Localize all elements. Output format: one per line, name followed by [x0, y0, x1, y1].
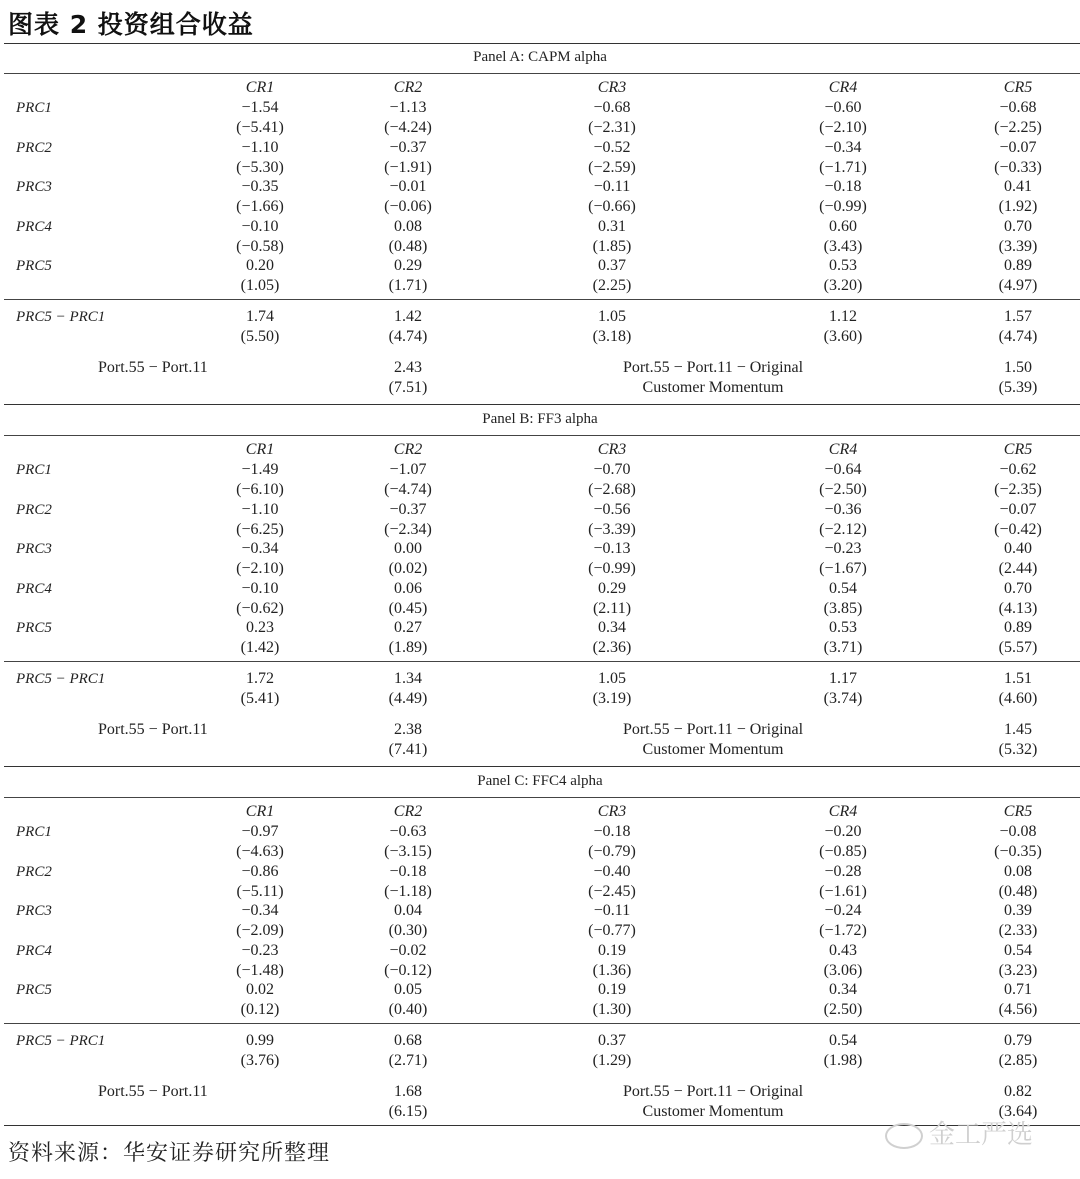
coefficient-cell: 0.40	[1004, 540, 1032, 557]
coefficient-cell: −0.97	[241, 823, 279, 840]
coefficient-cell: 0.41	[1004, 178, 1032, 195]
port-original-label-line2: Customer Momentum	[642, 741, 784, 758]
t-stat-cell: (3.23)	[998, 961, 1038, 979]
t-stat-cell: (1.89)	[388, 639, 428, 656]
diff-row-label: PRC5 − PRC1	[16, 309, 106, 325]
port-original-t-stat: (5.39)	[998, 379, 1038, 396]
coefficient-cell: 0.54	[829, 579, 857, 597]
coefficient-cell: −0.68	[999, 99, 1037, 116]
t-stat-cell: (4.56)	[998, 1001, 1038, 1018]
coefficient-cell: 0.31	[598, 217, 626, 235]
t-stat-cell: (−6.10)	[236, 481, 284, 498]
port-original-value: 1.50	[1004, 359, 1032, 376]
column-header: CR3	[597, 441, 627, 458]
port-value: 2.38	[394, 721, 422, 738]
t-stat-cell: (−2.68)	[588, 481, 636, 498]
diff-coefficient-cell: 0.99	[246, 1032, 274, 1049]
watermark-text: 金工严选	[929, 1120, 1034, 1150]
port-label: Port.55 − Port.11	[98, 1083, 208, 1100]
column-header: CR3	[597, 803, 627, 820]
coefficient-cell: −0.34	[241, 902, 279, 919]
panel-title: Panel A: CAPM alpha	[473, 49, 607, 65]
diff-t-stat-cell: (3.18)	[592, 328, 632, 345]
diff-t-stat-cell: (3.60)	[823, 328, 863, 345]
t-stat-cell: (0.30)	[388, 922, 428, 939]
t-stat-cell: (−4.63)	[236, 843, 284, 860]
diff-t-stat-cell: (5.50)	[240, 328, 280, 345]
diff-row-label: PRC5 − PRC1	[16, 671, 106, 687]
column-header: CR1	[245, 79, 275, 96]
panel-title: Panel B: FF3 alpha	[482, 411, 598, 427]
t-stat-cell: (−2.59)	[588, 158, 636, 176]
panel-bottom-rule	[4, 766, 1080, 767]
row-label: PRC5	[16, 620, 52, 636]
coefficient-cell: −0.11	[593, 178, 631, 195]
t-stat-cell: (−1.72)	[819, 922, 867, 939]
port-original-t-stat: (5.32)	[998, 741, 1038, 758]
t-stat-cell: (−0.77)	[588, 922, 636, 939]
t-stat-cell: (4.97)	[998, 277, 1038, 294]
t-stat-cell: (1.71)	[388, 277, 428, 294]
t-stat-cell: (−0.99)	[588, 560, 636, 577]
panel-bottom-rule	[4, 404, 1080, 405]
diff-t-stat-cell: (5.41)	[240, 690, 280, 707]
coefficient-cell: −0.70	[593, 461, 631, 478]
port-original-label: Port.55 − Port.11 − Original	[622, 1083, 804, 1100]
coefficient-cell: 0.39	[1004, 902, 1032, 919]
t-stat-cell: (−2.10)	[236, 560, 284, 577]
coefficient-cell: 0.89	[1004, 257, 1032, 274]
t-stat-cell: (1.05)	[240, 277, 280, 294]
t-stat-cell: (3.43)	[823, 237, 863, 255]
coefficient-cell: 0.23	[246, 619, 274, 636]
diff-row-label: PRC5 − PRC1	[16, 1033, 106, 1049]
coefficient-cell: 0.53	[829, 257, 857, 274]
coefficient-cell: −0.68	[593, 99, 631, 116]
coefficient-cell: −0.52	[593, 138, 631, 156]
port-original-label-line2: Customer Momentum	[642, 379, 784, 396]
coefficient-cell: −0.13	[593, 540, 631, 557]
coefficient-cell: 0.06	[394, 579, 422, 597]
coefficient-cell: 0.29	[394, 257, 422, 274]
coefficient-cell: −0.18	[593, 823, 631, 840]
t-stat-cell: (−1.18)	[384, 882, 432, 900]
t-stat-cell: (−0.66)	[588, 198, 636, 215]
t-stat-cell: (2.44)	[998, 560, 1038, 577]
t-stat-cell: (−1.61)	[819, 882, 867, 900]
t-stat-cell: (5.57)	[998, 639, 1038, 656]
t-stat-cell: (−0.99)	[819, 198, 867, 215]
port-t-stat: (7.41)	[388, 741, 428, 758]
coefficient-cell: 0.70	[1004, 579, 1032, 597]
diff-t-stat-cell: (1.29)	[592, 1052, 632, 1069]
t-stat-cell: (−6.25)	[236, 520, 284, 538]
t-stat-cell: (−4.74)	[384, 481, 432, 498]
t-stat-cell: (−2.09)	[236, 922, 284, 939]
t-stat-cell: (−0.33)	[994, 158, 1042, 176]
t-stat-cell: (−2.12)	[819, 520, 867, 538]
t-stat-cell: (3.85)	[823, 599, 863, 617]
diff-coefficient-cell: 0.37	[598, 1032, 626, 1049]
diff-t-stat-cell: (4.74)	[998, 328, 1038, 345]
t-stat-cell: (2.11)	[592, 599, 632, 617]
coefficient-cell: 0.34	[598, 619, 626, 636]
column-header: CR4	[828, 441, 858, 458]
diff-coefficient-cell: 1.72	[246, 670, 274, 687]
coefficient-cell: 0.00	[394, 540, 422, 557]
coefficient-cell: −0.01	[389, 178, 427, 195]
coefficient-cell: −0.86	[241, 862, 279, 880]
coefficient-cell: −0.07	[999, 138, 1037, 156]
diff-coefficient-cell: 1.34	[394, 670, 422, 687]
port-label: Port.55 − Port.11	[98, 721, 208, 738]
t-stat-cell: (−1.48)	[236, 961, 284, 979]
t-stat-cell: (1.42)	[240, 639, 280, 656]
column-header: CR1	[245, 803, 275, 820]
coefficient-cell: −1.10	[241, 138, 279, 156]
diff-t-stat-cell: (4.49)	[388, 690, 428, 707]
coefficient-cell: −0.28	[824, 862, 862, 880]
coefficient-cell: −0.18	[389, 862, 427, 880]
coefficient-cell: −0.37	[389, 138, 427, 156]
diff-coefficient-cell: 0.54	[829, 1032, 857, 1049]
diff-coefficient-cell: 0.68	[394, 1032, 422, 1049]
coefficient-cell: −0.34	[824, 138, 862, 156]
t-stat-cell: (−0.79)	[588, 843, 636, 860]
coefficient-cell: 0.04	[394, 902, 422, 919]
diff-coefficient-cell: 1.05	[598, 308, 626, 325]
diff-coefficient-cell: 1.74	[246, 308, 274, 325]
panel-header-rule	[4, 435, 1080, 436]
row-label: PRC5	[16, 258, 52, 274]
row-label: PRC1	[16, 462, 52, 478]
coefficient-cell: 0.08	[394, 217, 422, 235]
diff-t-stat-cell: (2.85)	[998, 1052, 1038, 1069]
t-stat-cell: (1.85)	[592, 237, 632, 255]
t-stat-cell: (−2.50)	[819, 481, 867, 498]
coefficient-cell: 0.19	[598, 981, 626, 998]
column-header: CR1	[245, 441, 275, 458]
t-stat-cell: (−1.91)	[384, 158, 432, 176]
coefficient-cell: 0.89	[1004, 619, 1032, 636]
row-label: PRC4	[16, 580, 52, 597]
diff-t-stat-cell: (1.98)	[823, 1052, 863, 1069]
row-label: PRC5	[16, 982, 52, 998]
t-stat-cell: (2.25)	[592, 277, 632, 294]
coefficient-cell: 0.05	[394, 981, 422, 998]
t-stat-cell: (−0.35)	[994, 843, 1042, 860]
diff-separator-rule	[4, 1023, 1080, 1024]
coefficient-cell: 0.60	[829, 217, 857, 235]
column-header: CR4	[828, 79, 858, 96]
port-t-stat: (7.51)	[388, 379, 428, 396]
coefficient-cell: −0.10	[241, 579, 279, 597]
t-stat-cell: (−3.39)	[588, 520, 636, 538]
coefficient-cell: −0.34	[241, 540, 279, 557]
coefficient-cell: −0.64	[824, 461, 862, 478]
t-stat-cell: (1.36)	[592, 961, 632, 979]
column-header: CR5	[1003, 79, 1033, 96]
coefficient-cell: 0.70	[1004, 217, 1032, 235]
coefficient-cell: 0.08	[1004, 862, 1032, 880]
row-label: PRC3	[16, 179, 52, 195]
coefficient-cell: −1.54	[241, 99, 279, 116]
coefficient-cell: 0.71	[1004, 981, 1032, 998]
coefficient-cell: 0.53	[829, 619, 857, 636]
column-header: CR4	[828, 803, 858, 820]
t-stat-cell: (3.39)	[998, 237, 1038, 255]
coefficient-cell: −0.02	[389, 941, 427, 959]
coefficient-cell: −0.62	[999, 461, 1037, 478]
diff-coefficient-cell: 0.79	[1004, 1032, 1032, 1049]
t-stat-cell: (3.20)	[823, 277, 863, 294]
coefficient-cell: 0.34	[829, 981, 857, 998]
t-stat-cell: (2.33)	[998, 922, 1038, 939]
column-header: CR2	[393, 803, 423, 820]
row-label: PRC1	[16, 824, 52, 840]
t-stat-cell: (−0.06)	[384, 198, 432, 215]
t-stat-cell: (2.50)	[823, 1001, 863, 1018]
coefficient-cell: −0.63	[389, 823, 427, 840]
t-stat-cell: (−2.35)	[994, 481, 1042, 498]
coefficient-cell: −0.11	[593, 902, 631, 919]
port-original-label: Port.55 − Port.11 − Original	[622, 359, 804, 376]
t-stat-cell: (−2.34)	[384, 520, 432, 538]
t-stat-cell: (−0.12)	[384, 961, 432, 979]
coefficient-cell: −0.20	[824, 823, 862, 840]
port-t-stat: (6.15)	[388, 1103, 428, 1120]
column-header: CR2	[393, 441, 423, 458]
t-stat-cell: (2.36)	[592, 639, 632, 656]
row-label: PRC4	[16, 218, 52, 235]
t-stat-cell: (−3.15)	[384, 843, 432, 860]
t-stat-cell: (−0.85)	[819, 843, 867, 860]
coefficient-cell: −1.49	[241, 461, 279, 478]
diff-t-stat-cell: (4.74)	[388, 328, 428, 345]
coefficient-cell: −0.10	[241, 217, 279, 235]
watermark	[885, 1114, 1033, 1151]
port-label: Port.55 − Port.11	[98, 359, 208, 376]
coefficient-cell: 0.29	[598, 579, 626, 597]
diff-t-stat-cell: (2.71)	[388, 1052, 428, 1069]
diff-separator-rule	[4, 661, 1080, 662]
column-header: CR5	[1003, 803, 1033, 820]
column-header: CR5	[1003, 441, 1033, 458]
t-stat-cell: (1.92)	[998, 198, 1038, 215]
t-stat-cell: (−2.25)	[994, 119, 1042, 136]
coefficient-cell: 0.54	[1004, 941, 1032, 959]
panel-header-rule	[4, 73, 1080, 74]
diff-coefficient-cell: 1.42	[394, 308, 422, 325]
row-label: PRC2	[16, 139, 52, 156]
coefficient-cell: 0.19	[598, 941, 626, 959]
top-rule	[4, 43, 1080, 44]
coefficient-cell: −1.07	[389, 461, 427, 478]
t-stat-cell: (0.48)	[388, 237, 428, 255]
t-stat-cell: (0.12)	[240, 1001, 280, 1018]
column-header: CR3	[597, 79, 627, 96]
t-stat-cell: (3.06)	[823, 961, 863, 979]
diff-t-stat-cell: (3.76)	[240, 1052, 280, 1069]
coefficient-cell: 0.27	[394, 619, 422, 636]
diff-t-stat-cell: (3.19)	[592, 690, 632, 707]
t-stat-cell: (−5.30)	[236, 158, 284, 176]
port-original-value: 0.82	[1004, 1083, 1032, 1100]
row-label: PRC2	[16, 501, 52, 518]
figure-title: 图表 2 投资组合收益	[8, 10, 254, 39]
t-stat-cell: (−0.58)	[236, 237, 284, 255]
t-stat-cell: (3.71)	[823, 639, 863, 656]
t-stat-cell: (−1.67)	[819, 560, 867, 577]
t-stat-cell: (4.13)	[998, 599, 1038, 617]
diff-separator-rule	[4, 299, 1080, 300]
t-stat-cell: (−1.66)	[236, 198, 284, 215]
diff-coefficient-cell: 1.12	[829, 308, 857, 325]
coefficient-cell: −0.24	[824, 902, 862, 919]
coefficient-cell: −0.18	[824, 178, 862, 195]
coefficient-cell: −0.40	[593, 862, 631, 880]
t-stat-cell: (1.30)	[592, 1001, 632, 1018]
row-label: PRC3	[16, 903, 52, 919]
t-stat-cell: (−2.31)	[588, 119, 636, 136]
coefficient-cell: 0.02	[246, 981, 274, 998]
coefficient-cell: −0.23	[241, 941, 279, 959]
t-stat-cell: (−5.11)	[236, 882, 284, 900]
port-original-value: 1.45	[1004, 721, 1032, 738]
t-stat-cell: (−4.24)	[384, 119, 432, 136]
t-stat-cell: (0.48)	[998, 882, 1038, 900]
coefficient-cell: −0.07	[999, 500, 1037, 518]
diff-t-stat-cell: (3.74)	[823, 690, 863, 707]
diff-coefficient-cell: 1.17	[829, 670, 857, 687]
coefficient-cell: −1.13	[389, 99, 427, 116]
diff-t-stat-cell: (4.60)	[998, 690, 1038, 707]
port-value: 1.68	[394, 1083, 422, 1100]
coefficient-cell: −0.36	[824, 500, 862, 518]
column-header: CR2	[393, 79, 423, 96]
coefficient-cell: 0.20	[246, 257, 274, 274]
port-original-label: Port.55 − Port.11 − Original	[622, 721, 804, 738]
t-stat-cell: (−0.62)	[236, 599, 284, 617]
port-value: 2.43	[394, 359, 422, 376]
coefficient-cell: −1.10	[241, 500, 279, 518]
t-stat-cell: (0.45)	[388, 599, 428, 617]
diff-coefficient-cell: 1.05	[598, 670, 626, 687]
panel-header-rule	[4, 797, 1080, 798]
coefficient-cell: 0.37	[598, 257, 626, 274]
row-label: PRC1	[16, 100, 52, 116]
coefficient-cell: −0.37	[389, 500, 427, 518]
coefficient-cell: −0.60	[824, 99, 862, 116]
diff-coefficient-cell: 1.51	[1004, 670, 1032, 687]
row-label: PRC2	[16, 863, 52, 880]
coefficient-cell: −0.08	[999, 823, 1037, 840]
coefficient-cell: −0.35	[241, 178, 279, 195]
t-stat-cell: (−0.42)	[994, 520, 1042, 538]
coefficient-cell: −0.23	[824, 540, 862, 557]
t-stat-cell: (−2.10)	[819, 119, 867, 136]
t-stat-cell: (0.02)	[388, 560, 428, 577]
t-stat-cell: (−5.41)	[236, 119, 284, 136]
t-stat-cell: (−1.71)	[819, 158, 867, 176]
panel-title: Panel C: FFC4 alpha	[477, 773, 603, 789]
coefficient-cell: −0.56	[593, 500, 631, 518]
wechat-icon	[885, 1123, 923, 1149]
t-stat-cell: (−2.45)	[588, 882, 636, 900]
diff-coefficient-cell: 1.57	[1004, 308, 1032, 325]
port-original-t-stat: (3.64)	[998, 1103, 1038, 1120]
t-stat-cell: (0.40)	[388, 1001, 428, 1018]
source-note: 资料来源：华安证券研究所整理	[8, 1141, 331, 1166]
coefficient-cell: 0.43	[829, 941, 857, 959]
row-label: PRC4	[16, 942, 52, 959]
row-label: PRC3	[16, 541, 52, 557]
port-original-label-line2: Customer Momentum	[642, 1103, 784, 1120]
